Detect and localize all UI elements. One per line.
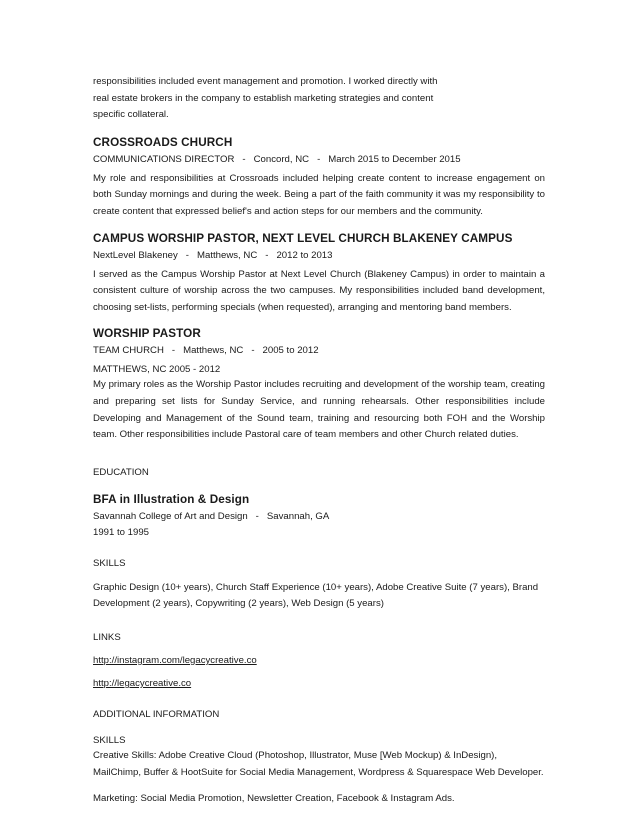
job-location: Matthews, NC (183, 345, 244, 357)
job-role: NextLevel Blakeney (93, 249, 178, 261)
separator: - (171, 345, 176, 357)
separator: - (265, 249, 269, 261)
job-location: Concord, NC (253, 153, 310, 165)
job-description: I served as the Campus Worship Pastor at Next Level Church (Blakeney Campus) in order to maintain a consistent culture of worship across the two campuses. My responsibilities included band development, choosing set-lists, performing specials (when requested), arranging and mentoring band members. (93, 268, 545, 313)
job-role: COMMUNICATIONS DIRECTOR (93, 153, 235, 165)
job-title: CROSSROADS CHURCH (93, 135, 233, 149)
job-role: TEAM CHURCH (93, 345, 164, 357)
job-dates: 2012 to 2013 (276, 249, 333, 261)
links-heading: LINKS (93, 631, 121, 643)
separator: - (317, 153, 321, 165)
education-meta (93, 509, 545, 524)
additional-skills-heading: SKILLS (93, 734, 126, 746)
job-dates: 2005 to 2012 (262, 345, 319, 357)
job-meta (93, 248, 545, 263)
degree-title: BFA in Illustration & Design (93, 492, 250, 506)
job-title: CAMPUS WORSHIP PASTOR, NEXT LEVEL CHURCH BLAKENEY CAMPUS (93, 231, 513, 245)
skills-text: Graphic Design (10+ years), Church Staff Experience (10+ years), Adobe Creative Suite (7 years), Brand Development (2 years), Copywriting (2 years), Web Design (5 years) (93, 581, 539, 610)
separator: - (242, 153, 246, 165)
marketing-text: Marketing: Social Media Promotion, Newsletter Creation, Facebook & Instagram Ads. (93, 793, 455, 805)
job-title: WORSHIP PASTOR (93, 327, 201, 341)
education-dates: 1991 to 1995 (93, 526, 150, 538)
job-crossroads (93, 135, 545, 221)
skills-heading: SKILLS (93, 557, 126, 569)
school-location: Savannah, GA (266, 510, 330, 522)
job-description: My primary roles as the Worship Pastor includes recruiting and development of the worship team, creating and preparing set lists for Sunday Service, and running rehearsals. Other responsibilities include Developing and Management of the Sound team, training and resourcing both FOH and the Worship team. Other responsibilities include Pastoral care of team members and other Church related duties. (93, 379, 545, 441)
school-name: Savannah College of Art and Design (93, 510, 248, 522)
link-item (93, 653, 545, 668)
job-team-church (93, 326, 545, 443)
separator: - (251, 345, 255, 357)
separator: - (255, 510, 259, 522)
additional-heading: ADDITIONAL INFORMATION (93, 708, 220, 720)
job-meta (93, 152, 545, 167)
job-meta (93, 343, 545, 358)
instagram-link[interactable]: http://instagram.com/legacycreative.co (93, 654, 257, 666)
job-note: MATTHEWS, NC 2005 - 2012 (93, 364, 221, 376)
job-description: My role and responsibilities at Crossroads included helping create content to increase engagement on both Sunday mornings and during the week. Being a part of the faith community it was my responsibility to create content that expressed belief's and action steps for our members and the community. (93, 172, 545, 217)
education-heading: EDUCATION (93, 466, 149, 478)
job-dates: March 2015 to December 2015 (328, 153, 461, 165)
separator: - (185, 249, 189, 261)
website-link[interactable]: http://legacycreative.co (93, 677, 192, 689)
creative-skills-text: Creative Skills: Adobe Creative Cloud (Photoshop, Illustrator, Muse [Web Mockup) & InDesign), MailChimp, Buffer & HootSuite for Social Media Management, Wordpress & Squarespace Web Developer. (93, 749, 544, 778)
job-next-level (93, 231, 545, 317)
resume-content (93, 74, 545, 808)
link-item (93, 676, 545, 691)
intro-text: responsibilities included event management and promotion. I worked directly with real estate brokers in the company to establish marketing strategies and content specific collateral. (93, 76, 438, 121)
job-location: Matthews, NC (197, 249, 258, 261)
